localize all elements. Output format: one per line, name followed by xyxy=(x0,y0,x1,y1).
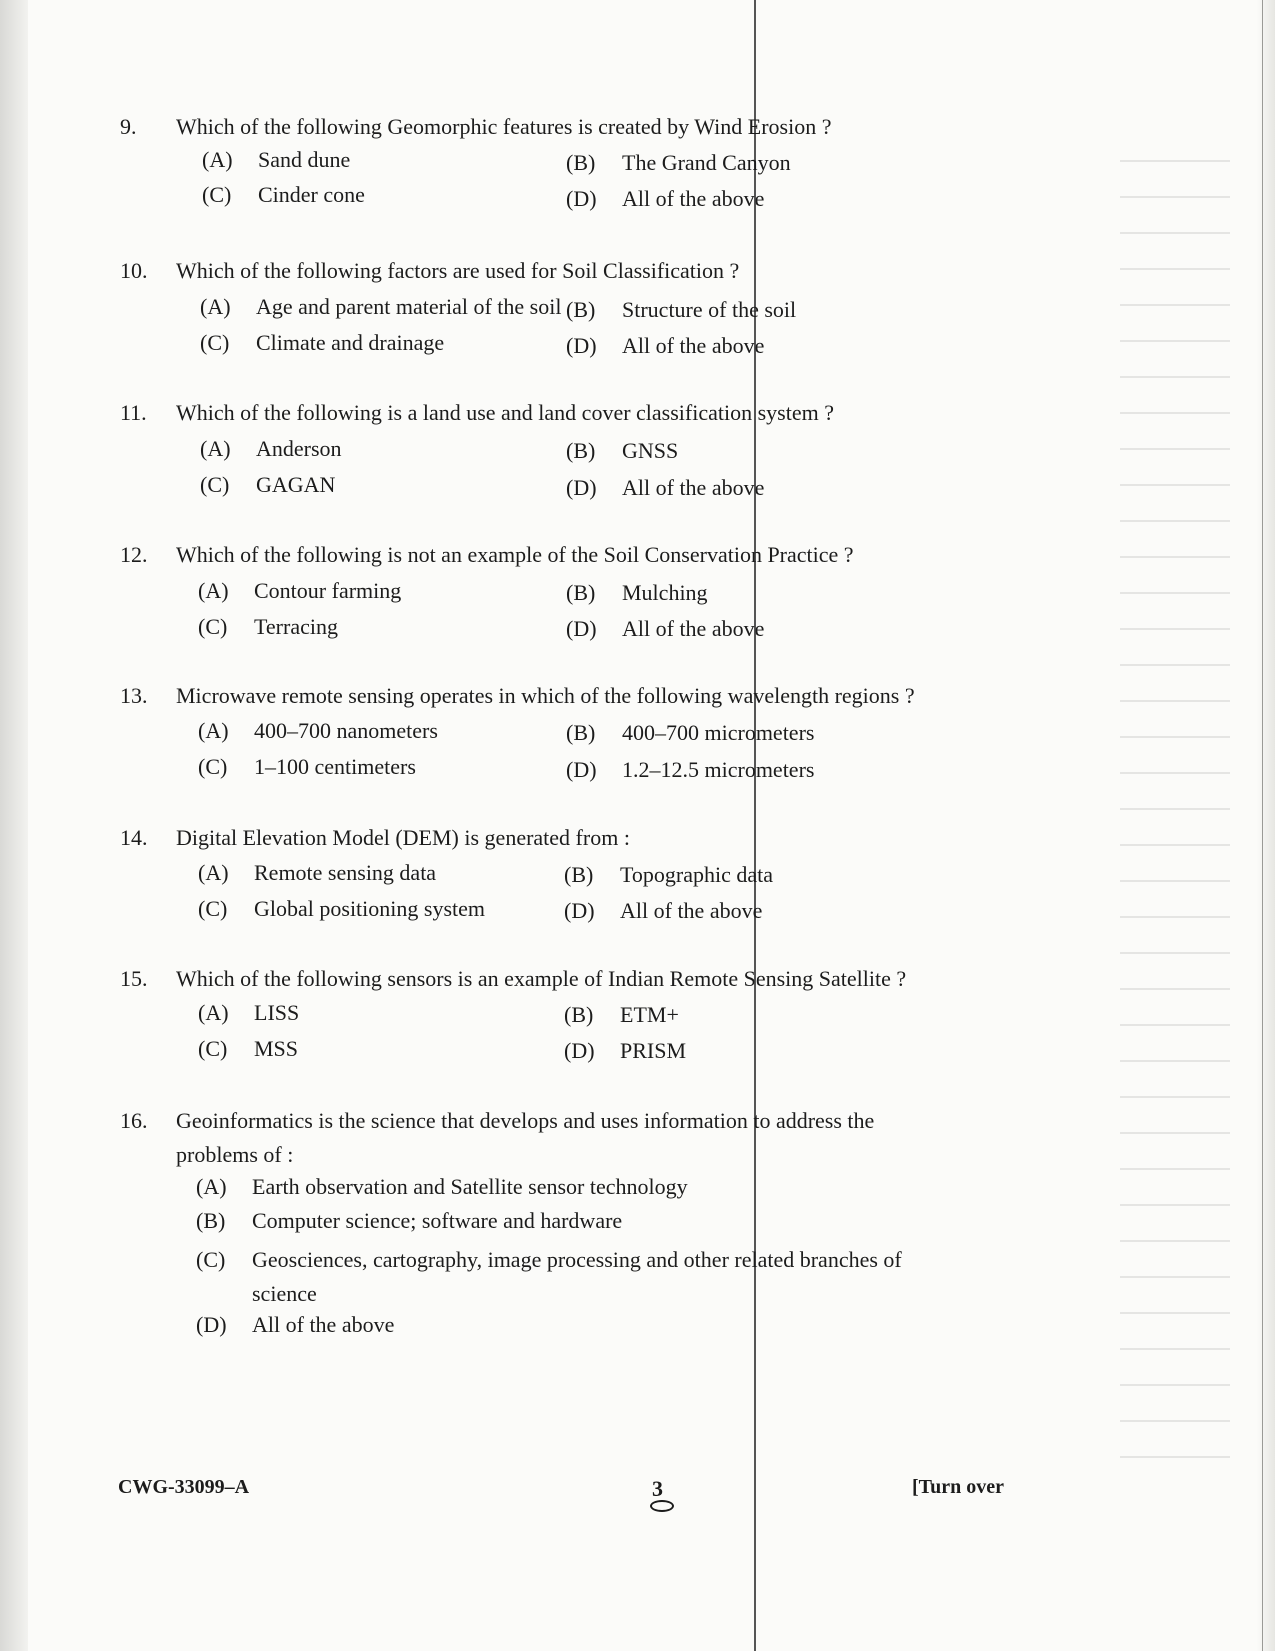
option-d: (D) All of the above xyxy=(566,475,765,500)
page-fold-line xyxy=(754,0,756,1651)
scan-edge-right xyxy=(1257,0,1275,1651)
option-c: (C) 1–100 centimeters xyxy=(198,754,416,779)
option-b: (B) Topographic data xyxy=(564,862,774,887)
option-c: (C) Cinder cone xyxy=(202,182,365,207)
option-c: (C) GAGAN xyxy=(200,472,336,497)
option-b: (B) Structure of the soil xyxy=(566,297,797,322)
option-a: (A) Age and parent material of the soil xyxy=(200,294,562,319)
scan-edge-rule xyxy=(1262,0,1263,1651)
option-c: (C) Global positioning system xyxy=(198,896,485,921)
option-a: (A) Remote sensing data xyxy=(198,860,437,885)
option-d: (D) All of the above xyxy=(566,186,765,211)
page-number: 3 xyxy=(652,1476,663,1501)
option-d: (D) PRISM xyxy=(564,1038,687,1063)
question-number: 15. xyxy=(120,966,148,991)
question-text: Microwave remote sensing operates in which of the following wavelength regions ? xyxy=(176,683,915,708)
paper-code: CWG-33099–A xyxy=(118,1476,250,1498)
option-b: (B) ETM+ xyxy=(564,1002,679,1027)
option-b: (B) The Grand Canyon xyxy=(566,150,791,175)
question-text: Which of the following is not an example of the Soil Conservation Practice ? xyxy=(176,542,854,567)
option-c: (C) Geosciences, cartography, image processing and other related branches of science xyxy=(196,1247,902,1306)
option-b: (B) Computer science; software and hardware xyxy=(196,1208,623,1233)
question-number: 11. xyxy=(120,400,147,425)
option-a: (A) Anderson xyxy=(200,436,342,461)
option-c: (C) Terracing xyxy=(198,614,338,639)
page-number-underline xyxy=(650,1500,674,1512)
question-text: Geoinformatics is the science that develops and uses information to address the problems of : xyxy=(176,1108,875,1167)
option-b: (B) GNSS xyxy=(566,438,679,463)
option-b: (B) Mulching xyxy=(566,580,708,605)
question-text: Which of the following Geomorphic features is created by Wind Erosion ? xyxy=(176,114,832,139)
option-a: (A) Contour farming xyxy=(198,578,402,603)
question-text: Which of the following factors are used for Soil Classification ? xyxy=(176,258,740,283)
option-a: (A) LISS xyxy=(198,1000,300,1025)
scan-edge-left xyxy=(0,0,28,1651)
option-a: (A) Earth observation and Satellite sensor technology xyxy=(196,1174,688,1199)
question-number: 16. xyxy=(120,1108,148,1133)
option-d: (D) 1.2–12.5 micrometers xyxy=(566,757,815,782)
question-number: 12. xyxy=(120,542,148,567)
question-number: 10. xyxy=(120,258,148,283)
option-c: (C) MSS xyxy=(198,1036,299,1061)
option-a: (A) Sand dune xyxy=(202,147,351,172)
option-b: (B) 400–700 micrometers xyxy=(566,720,815,745)
option-c: (C) Climate and drainage xyxy=(200,330,445,355)
option-d: (D) All of the above xyxy=(566,616,765,641)
question-number: 14. xyxy=(120,825,148,850)
option-d: (D) All of the above xyxy=(196,1312,395,1337)
question-text: Which of the following is a land use and land cover classification system ? xyxy=(176,400,834,425)
option-a: (A) 400–700 nanometers xyxy=(198,718,438,743)
question-text: Digital Elevation Model (DEM) is generated from : xyxy=(176,825,630,850)
turn-over-label: [Turn over xyxy=(912,1476,1005,1498)
bleed-through-text xyxy=(1120,160,1230,1480)
question-number: 13. xyxy=(120,683,148,708)
question-number: 9. xyxy=(120,114,137,139)
question-text: Which of the following sensors is an example of Indian Remote Sensing Satellite ? xyxy=(176,966,907,991)
option-d: (D) All of the above xyxy=(564,898,763,923)
option-d: (D) All of the above xyxy=(566,333,765,358)
